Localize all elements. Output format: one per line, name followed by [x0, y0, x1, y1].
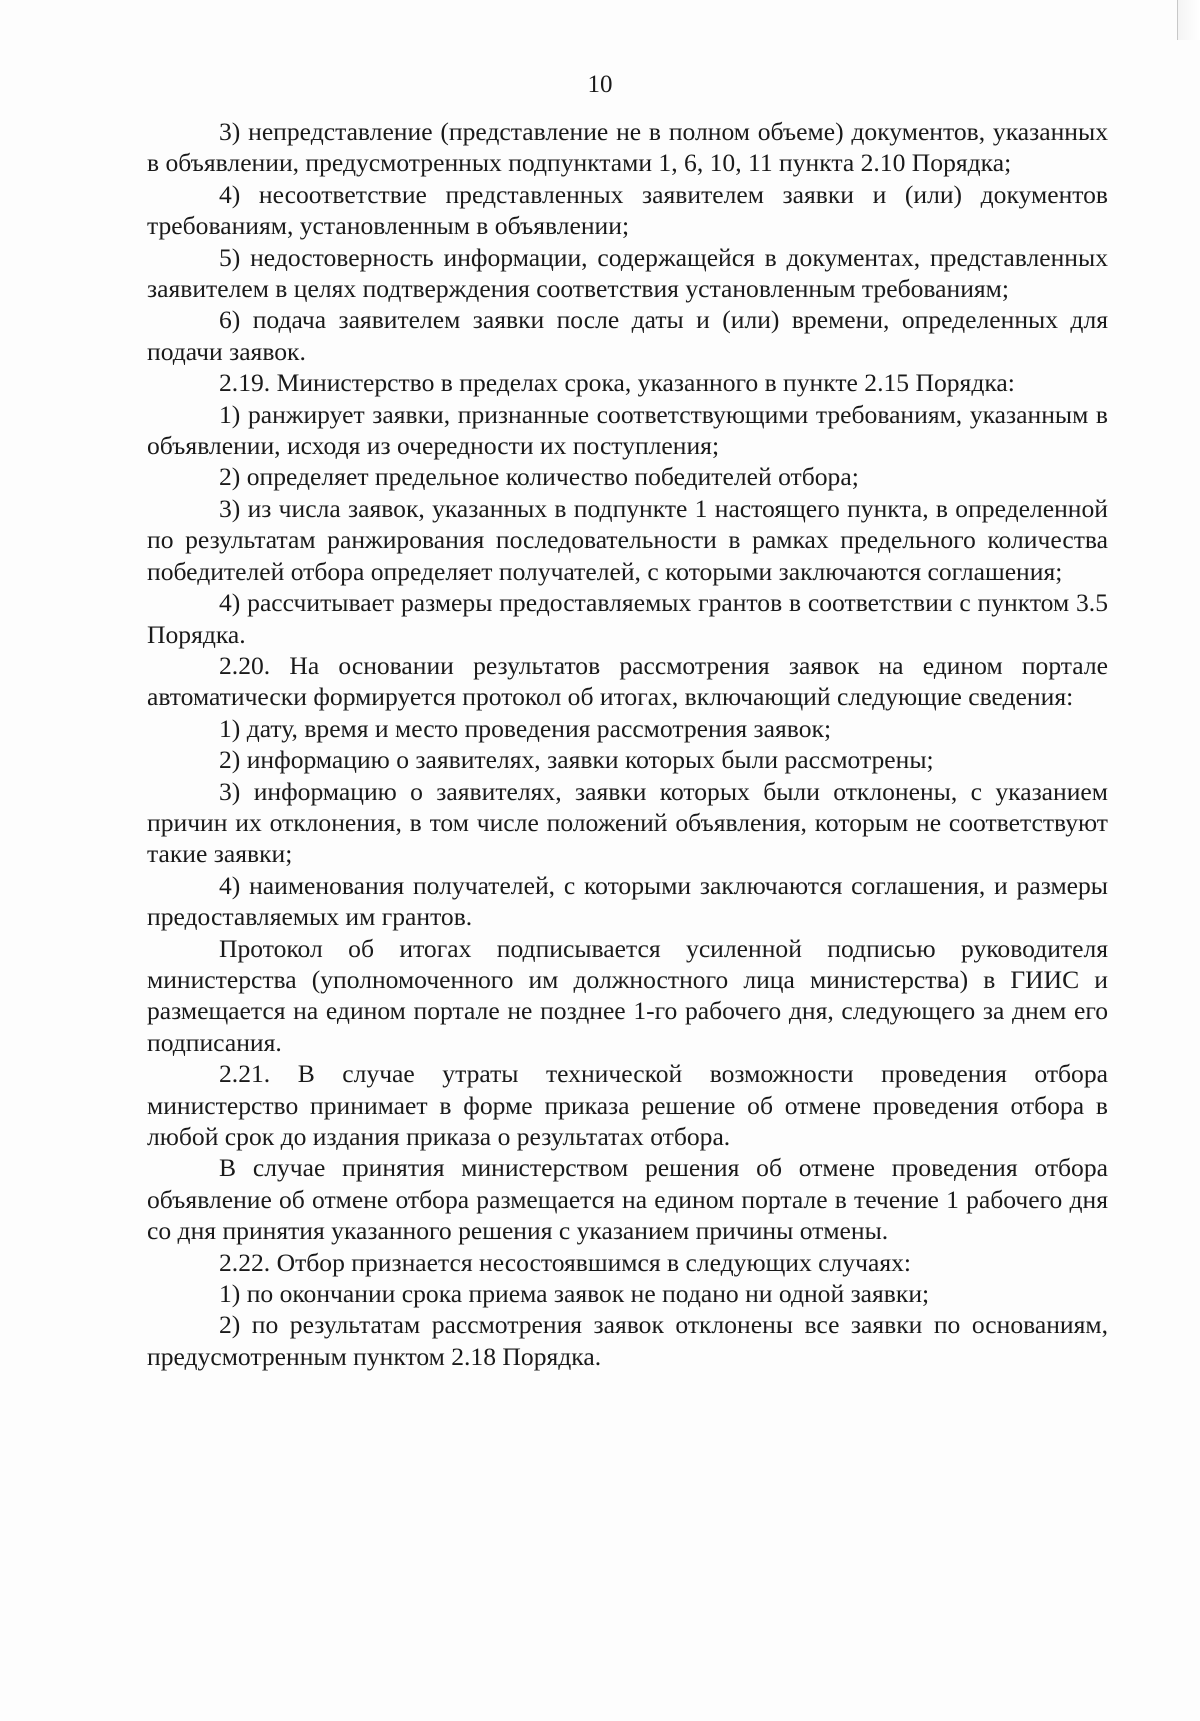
- paragraph-2-22-item-2: 2) по результатам рассмотрения заявок отклонены все заявки по основаниям, предусмотренным пунктом 2.18 Порядка.: [147, 1310, 1108, 1371]
- paragraph-2-22-item-1: 1) по окончании срока приема заявок не подано ни одной заявки;: [219, 1279, 930, 1309]
- paragraph-cancellation-notice: В случае принятия министерством решения об отмене проведения отбора объявление об отмене отбора размещается на едином портале в течение 1 рабочего дня со дня принятия указанного решения с указанием причины отмены.: [147, 1153, 1108, 1246]
- paragraph-2-20-item-2: 2) информацию о заявителях, заявки которых были рассмотрены;: [219, 745, 934, 775]
- paragraph-2-19: 2.19. Министерство в пределах срока, указанного в пункте 2.15 Порядка:: [219, 368, 1015, 398]
- paragraph-reason-6: 6) подача заявителем заявки после даты и (или) времени, определенных для подачи заявок.: [147, 305, 1108, 366]
- paragraph-protocol-signing: Протокол об итогах подписывается усиленной подписью руководителя министерства (уполномоченного им должностного лица министерства) в ГИИС и размещается на едином портале не позднее 1-го рабочего дня, следующего за днем его подписания.: [147, 933, 1108, 1057]
- paragraph-2-21: 2.21. В случае утраты технической возможности проведения отбора министерство принимает в форме приказа решение об отмене проведения отбора в любой срок до издания приказа о результатах отбора.: [147, 1059, 1108, 1151]
- paragraph-2-20-item-4: 4) наименования получателей, с которыми заключаются соглашения, и размеры предоставляемых им грантов.: [147, 870, 1108, 932]
- paragraph-2-19-item-1: 1) ранжирует заявки, признанные соответствующими требованиям, указанным в объявлении, исходя из очередности их поступления;: [147, 399, 1108, 461]
- paragraph-2-19-item-4: 4) рассчитывает размеры предоставляемых грантов в соответствии с пунктом 3.5 Порядка.: [147, 588, 1108, 649]
- paragraph-2-20-item-3: 3) информацию о заявителях, заявки которых были отклонены, с указанием причин их отклонения, в том числе положений объявления, которым не соответствуют такие заявки;: [147, 776, 1108, 869]
- paragraph-2-19-item-2: 2) определяет предельное количество победителей отбора;: [219, 462, 859, 492]
- paragraph-reason-5: 5) недостоверность информации, содержащейся в документах, представленных заявителем в целях подтверждения соответствия установленным требованиям;: [147, 242, 1108, 304]
- paragraph-reason-4: 4) несоответствие представленных заявителем заявки и (или) документов требованиям, установленным в объявлении;: [147, 179, 1108, 241]
- paragraph-2-22: 2.22. Отбор признается несостоявшимся в следующих случаях:: [219, 1247, 912, 1277]
- paragraph-2-19-item-3: 3) из числа заявок, указанных в подпункте 1 настоящего пункта, в определенной по результатам ранжирования последовательности в рамках предельного количества победителей отбора определяет получателей, с которыми заключаются соглашения;: [147, 493, 1108, 586]
- paragraph-2-20: 2.20. На основании результатов рассмотрения заявок на едином портале автоматически формируется протокол об итогах, включающий следующие сведения:: [147, 650, 1108, 712]
- paragraph-reason-3: 3) непредставление (представление не в полном объеме) документов, указанных в объявлении, предусмотренных подпунктами 1, 6, 10, 11 пункта 2.10 Порядка;: [147, 117, 1108, 178]
- document-body: [147, 116, 1108, 1372]
- paragraph-2-20-item-1: 1) дату, время и место проведения рассмотрения заявок;: [219, 713, 832, 743]
- scan-edge: [1177, 0, 1200, 40]
- page-number: 10: [587, 71, 613, 98]
